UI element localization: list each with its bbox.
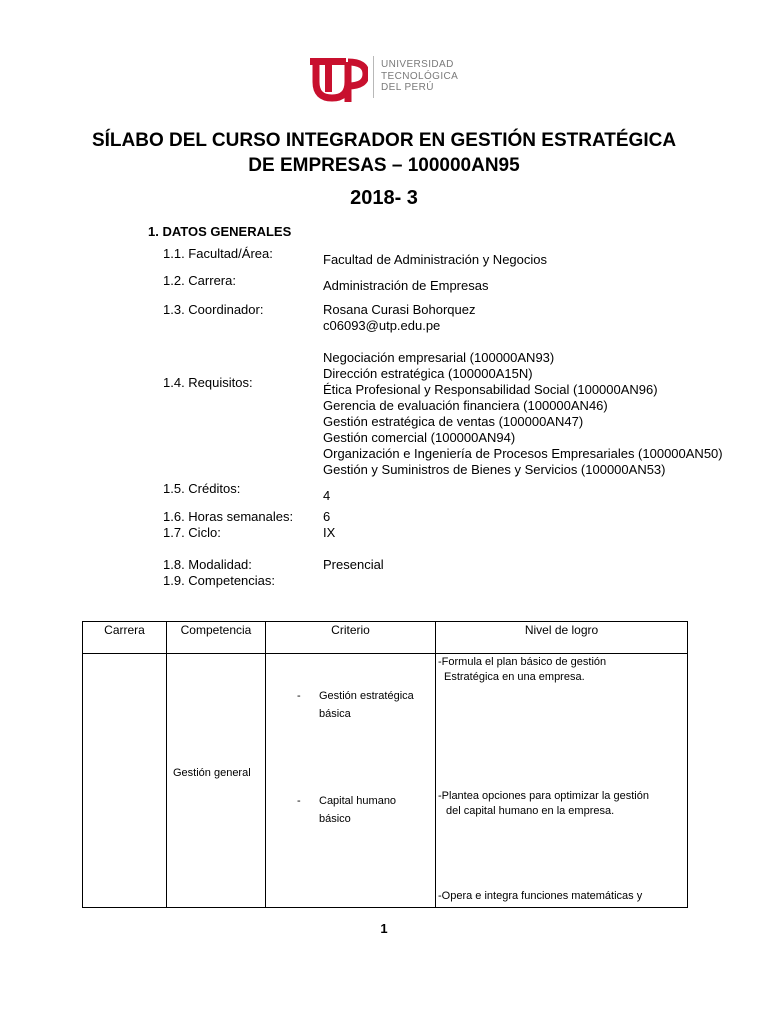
- utp-logo-icon: [308, 52, 368, 104]
- page-number: 1: [380, 921, 388, 936]
- nivel-logro-cell: [436, 654, 688, 908]
- requisito-item: Negociación empresarial (100000AN93): [323, 350, 555, 365]
- header-criterio: Criterio: [266, 622, 436, 654]
- carrera-cell: [83, 654, 167, 908]
- requisitos-label: 1.4. Requisitos:: [163, 375, 253, 390]
- logo-wordmark: [381, 59, 458, 94]
- facultad-value: Facultad de Administración y Negocios: [323, 252, 548, 267]
- coordinador-email: c06093@utp.edu.pe: [323, 318, 441, 333]
- requisito-item: Gestión estratégica de ventas (100000AN47): [323, 414, 584, 429]
- requisito-item: Ética Profesional y Responsabilidad Social (100000AN96): [323, 382, 658, 397]
- section-heading: 1. DATOS GENERALES: [148, 224, 292, 239]
- competencia-cell: [167, 654, 266, 908]
- criterio-1-line-1: Gestión estratégica: [319, 690, 414, 702]
- document-title-line-2: DE EMPRESAS – 100000AN95: [248, 155, 520, 176]
- header-carrera: Carrera: [83, 622, 167, 654]
- document-period: 2018- 3: [350, 187, 418, 209]
- document-title-line-1: SÍLABO DEL CURSO INTEGRADOR EN GESTIÓN ESTRATÉGICA: [91, 130, 677, 151]
- creditos-value: 4: [323, 488, 331, 503]
- logro-1-line-2: Estratégica en una empresa.: [444, 671, 585, 683]
- competencias-label: 1.9. Competencias:: [163, 573, 276, 588]
- criterio-2-line-2: básico: [319, 813, 351, 825]
- logro-1-line-1: -Formula el plan básico de gestión: [438, 656, 607, 668]
- competencias-table: [82, 621, 688, 908]
- requisito-item: Gestión comercial (100000AN94): [323, 430, 516, 445]
- modalidad-label: 1.8. Modalidad:: [163, 557, 252, 572]
- requisito-item: Organización e Ingeniería de Procesos Empresariales (100000AN50): [323, 446, 723, 461]
- requisito-item: Gestión y Suministros de Bienes y Servicios (100000AN53): [323, 462, 666, 477]
- logo-divider: [373, 56, 374, 98]
- logo-line-1: UNIVERSIDAD: [381, 59, 454, 70]
- criterio-cell: [266, 654, 436, 908]
- criterio-2-bullet: -: [297, 795, 301, 807]
- header-competencia: Competencia: [167, 622, 266, 654]
- table-row: [83, 654, 688, 908]
- coordinador-label: 1.3. Coordinador:: [163, 302, 264, 317]
- logro-2-line-1: -Plantea opciones para optimizar la gestión: [438, 790, 649, 802]
- logro-3-line-1: -Opera e integra funciones matemáticas y: [438, 890, 643, 902]
- horas-label: 1.6. Horas semanales:: [163, 509, 294, 524]
- creditos-label: 1.5. Créditos:: [163, 481, 241, 496]
- header-nivel-logro: Nivel de logro: [436, 622, 688, 654]
- logo-line-2: TECNOLÓGICA: [381, 70, 459, 82]
- competencia-value: Gestión general: [173, 767, 251, 779]
- requisito-item: Gerencia de evaluación financiera (100000AN46): [323, 398, 608, 413]
- ciclo-value: IX: [323, 525, 336, 540]
- modalidad-value: Presencial: [323, 557, 384, 572]
- facultad-label: 1.1. Facultad/Área:: [163, 246, 273, 261]
- criterio-1-bullet: -: [297, 690, 301, 702]
- criterio-1-line-2: básica: [319, 708, 351, 720]
- logo-line-3: DEL PERÚ: [381, 82, 434, 93]
- requisito-item: Dirección estratégica (100000A15N): [323, 366, 533, 381]
- ciclo-label: 1.7. Ciclo:: [163, 525, 221, 540]
- carrera-label: 1.2. Carrera:: [163, 273, 236, 288]
- table-header-row: [83, 622, 688, 654]
- logro-2-line-2: del capital humano en la empresa.: [446, 805, 615, 817]
- coordinador-name: Rosana Curasi Bohorquez: [323, 302, 476, 317]
- horas-value: 6: [323, 509, 331, 524]
- criterio-2-line-1: Capital humano: [319, 795, 397, 807]
- carrera-value: Administración de Empresas: [323, 278, 489, 293]
